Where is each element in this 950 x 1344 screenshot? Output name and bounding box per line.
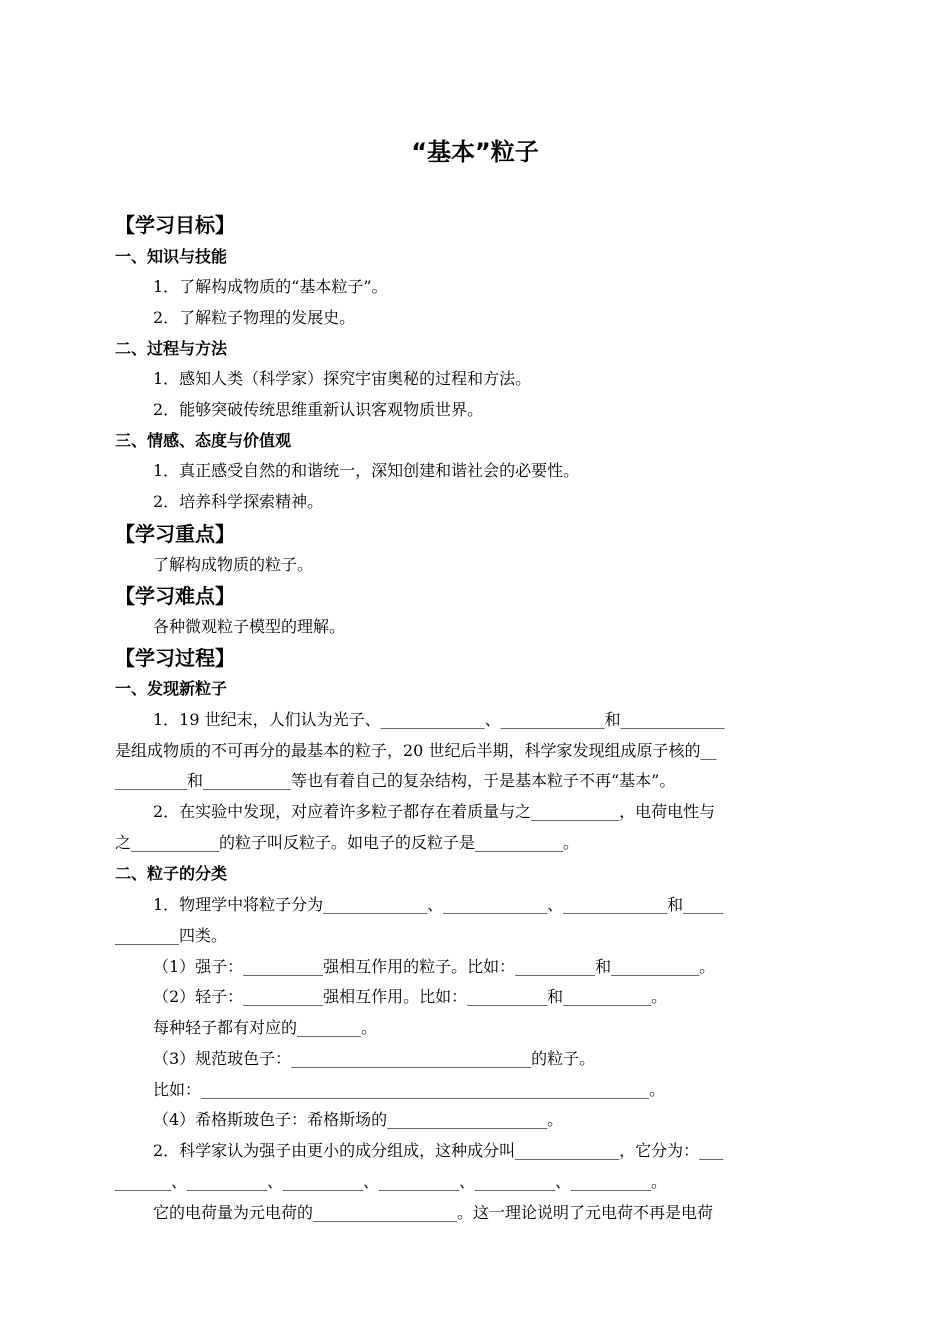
objective-item: 1．感知人类（科学家）探究宇宙奥秘的过程和方法。 [153,369,532,388]
paragraph-line: 之___________的粒子叫反粒子。如电子的反粒子是___________。 [115,833,580,852]
objective-item: 1．真正感受自然的和谐统一，深知创建和谐社会的必要性。 [153,461,580,480]
paragraph-line: 它的电荷量为元电荷的__________________。这一理论说明了元电荷不再是电荷 [153,1203,714,1222]
paragraph-line: _________和___________等也有着自己的复杂结构，于是基本粒子不再“基本”。 [115,771,676,790]
process-method-heading: 二、过程与方法 [115,339,228,358]
paragraph-line: 比如：________________________________________________________。 [153,1080,666,1099]
paragraph-line: 2．科学家认为强子由更小的成分组成，这种成分叫_____________，它分为：___ [153,1141,724,1160]
key-point-text: 了解构成物质的粒子。 [153,555,314,574]
paragraph-line: _______、__________、__________、__________、__________、__________。 [115,1172,668,1191]
emotion-values-heading: 三、情感、态度与价值观 [115,431,292,450]
key-point-heading: 【学习重点】 [115,522,235,546]
paragraph-line: 是组成物质的不可再分的最基本的粒子，20 世纪后半期，科学家发现组成原子核的__ [115,741,717,760]
objective-item: 1．了解构成物质的“基本粒子”。 [153,277,388,296]
knowledge-skills-heading: 一、知识与技能 [115,247,228,266]
page-title: “基本”粒子 [411,138,539,166]
paragraph-line: （3）规范玻色子：______________________________的粒子。 [153,1049,596,1068]
paragraph-line: （2）轻子：__________强相互作用。比如：__________和___________。 [153,987,668,1006]
objectives-heading: 【学习目标】 [115,213,235,237]
paragraph-line: 1．物理学中将粒子分为_____________、_____________、_____________和_____ [153,895,724,914]
difficulty-text: 各种微观粒子模型的理解。 [153,617,346,636]
paragraph-line: （4）希格斯玻色子：希格斯场的____________________。 [153,1110,564,1129]
paragraph-line: （1）强子：__________强相互作用的粒子。比如：__________和___________。 [153,957,716,976]
objective-item: 2．培养科学探索精神。 [153,492,324,511]
objective-item: 2．能够突破传统思维重新认识客观物质世界。 [153,400,484,419]
objective-item: 2．了解粒子物理的发展史。 [153,308,356,327]
difficulty-heading: 【学习难点】 [115,584,235,608]
process-heading: 【学习过程】 [115,646,235,670]
paragraph-line: 2．在实验中发现，对应着许多粒子都存在着质量与之___________，电荷电性与 [153,802,716,821]
classification-heading: 二、粒子的分类 [115,864,228,883]
paragraph-line: ________四类。 [115,926,228,945]
new-particles-heading: 一、发现新粒子 [115,679,228,698]
paragraph-line: 每种轻子都有对应的________。 [153,1018,378,1037]
paragraph-line: 1．19 世纪末，人们认为光子、_____________、_____________和_____________ [153,710,725,729]
